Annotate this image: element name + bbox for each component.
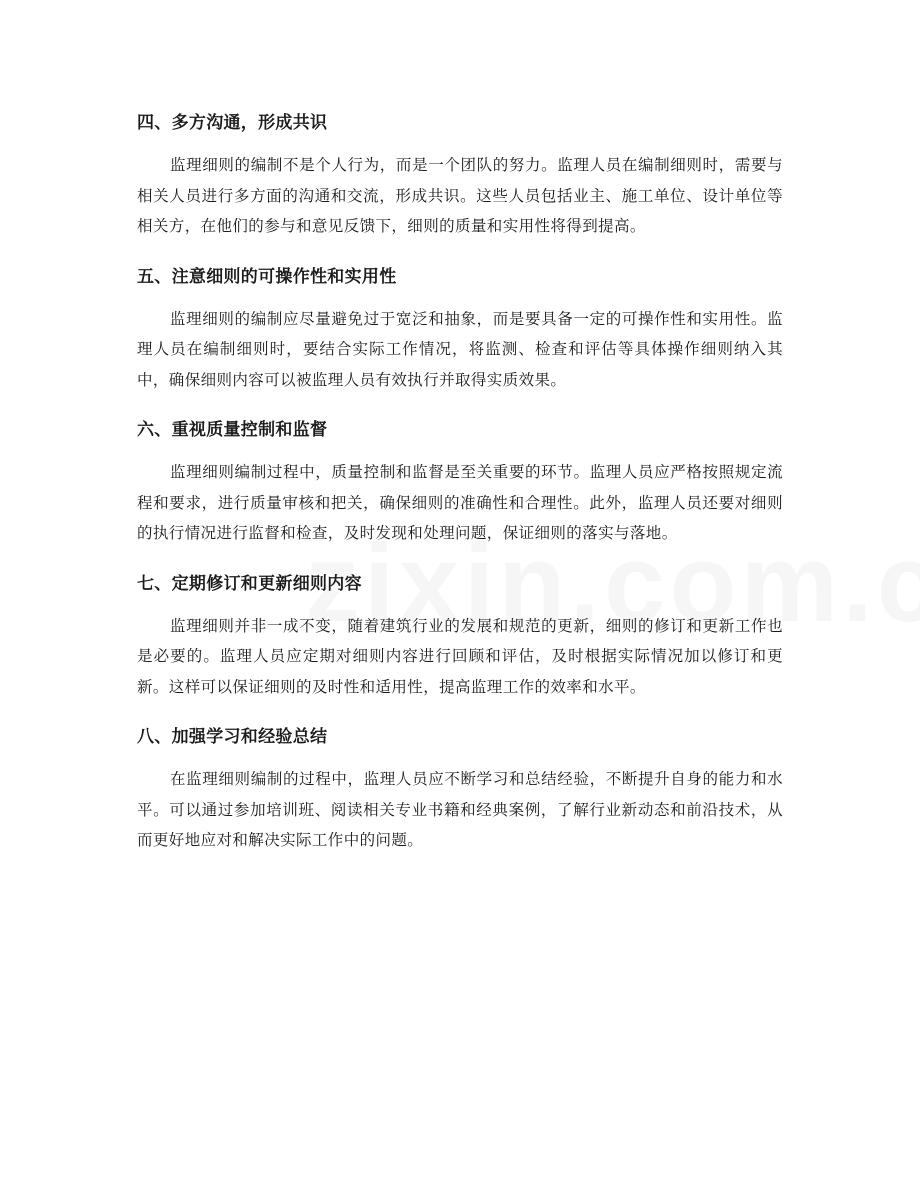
section-title: 七、定期修订和更新细则内容: [137, 573, 362, 594]
section-paragraph: 监理细则的编制不是个人行为，而是一个团队的努力。监理人员在编制细则时，需要与相关人员进行多方面的沟通和交流，形成共识。这些人员包括业主、施工单位、设计单位等相关方，在他们的参与和意见反馈下，细则的质量和实用性将得到提高。: [137, 156, 783, 235]
section-title: 六、重视质量控制和监督: [137, 420, 328, 440]
section-8: [137, 720, 783, 856]
section-7: [137, 567, 783, 703]
section-paragraph: 监理细则并非一成不变，随着建筑行业的发展和规范的更新，细则的修订和更新工作也是必要的。监理人员应定期对细则内容进行回顾和评估，及时根据实际情况加以修订和更新。这样可以保证细则的及时性和适用性，提高监理工作的效率和水平。: [137, 616, 783, 696]
section-5: [137, 260, 783, 396]
section-title: 五、注意细则的可操作性和实用性: [137, 266, 397, 287]
section-title: 八、加强学习和经验总结: [137, 727, 328, 747]
section-paragraph: 在监理细则编制的过程中，监理人员应不断学习和总结经验，不断提升自身的能力和水平。可以通过参加培训班、阅读相关专业书籍和经典案例，了解行业新动态和前沿技术，从而更好地应对和解决实际工作中的问题。: [137, 770, 783, 849]
section-paragraph: 监理细则编制过程中，质量控制和监督是至关重要的环节。监理人员应严格按照规定流程和要求，进行质量审核和把关，确保细则的准确性和合理性。此外，监理人员还要对细则的执行情况进行监督和检查，及时发现和处理问题，保证细则的落实与落地。: [137, 463, 783, 542]
section-title: 四、多方沟通，形成共识: [137, 113, 328, 133]
section-6: [137, 413, 783, 549]
section-4: [137, 106, 783, 242]
document-content: [137, 106, 783, 874]
section-paragraph: 监理细则的编制应尽量避免过于宽泛和抽象，而是要具备一定的可操作性和实用性。监理人员在编制细则时，要结合实际工作情况，将监测、检查和评估等具体操作细则纳入其中，确保细则内容可以被监理人员有效执行并取得实质效果。: [137, 309, 783, 389]
